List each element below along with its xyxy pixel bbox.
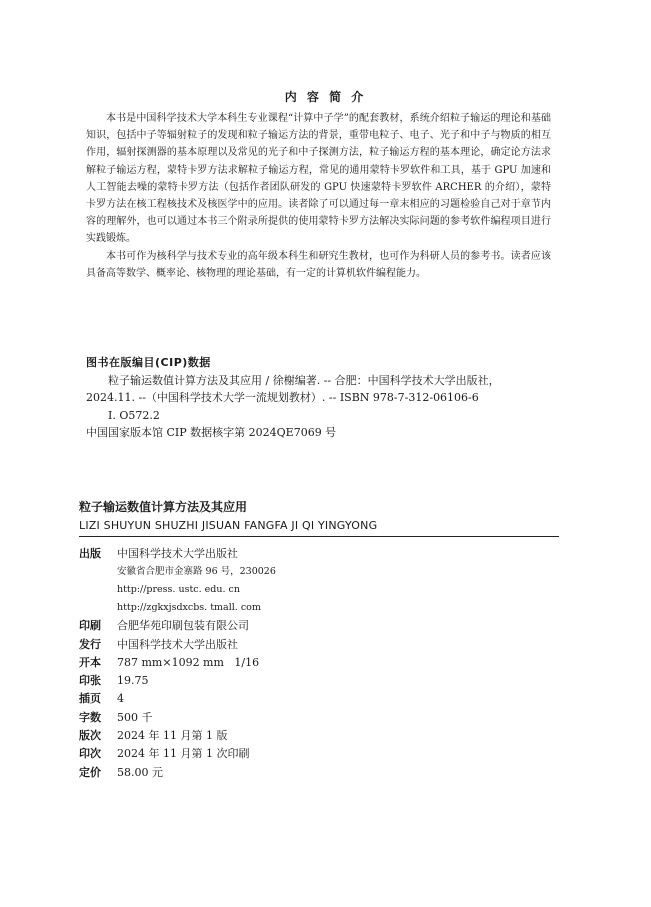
info-label: 印次 [79, 747, 101, 761]
info-label: 印张 [79, 674, 101, 688]
info-row-format [79, 654, 559, 672]
info-row-sheets [79, 672, 559, 690]
publisher-store-url: http://zgkxjsdxcbs. tmall. com [117, 602, 261, 614]
cip-title: 图书在版编目(CIP)数据 [86, 356, 211, 369]
publisher-address: 安徽省合肥市金寨路 96 号，230026 [117, 566, 276, 578]
info-row-words [79, 709, 559, 727]
info-row-publisher [79, 545, 559, 617]
info-label: 开本 [79, 655, 101, 669]
cip-line: Ⅰ. O572.2 [108, 408, 160, 422]
book-title-pinyin: LIZI SHUYUN SHUZHI JISUAN FANGFA JI QI YINGYONG [79, 519, 378, 532]
cip-block [86, 354, 566, 442]
cip-line: 2024.11. --（中国科学技术大学一流规划教材）. -- ISBN 978-7-312-06106-6 [86, 391, 479, 404]
divider [79, 536, 559, 537]
info-row-edition [79, 727, 559, 745]
info-value: 合肥华苑印刷包装有限公司 [117, 619, 249, 633]
info-row-printing [79, 745, 559, 763]
intro-body [86, 110, 551, 282]
book-title: 粒子输运数值计算方法及其应用 [79, 500, 248, 514]
publisher-url: http://press. ustc. edu. cn [117, 584, 240, 596]
info-label: 定价 [79, 765, 101, 779]
info-label: 出版 [79, 547, 101, 560]
info-value: 58.00 元 [117, 765, 163, 779]
info-row-distributor [79, 636, 559, 654]
info-row-price [79, 764, 559, 782]
info-row-plates [79, 690, 559, 708]
publication-info [79, 545, 559, 782]
info-label: 字数 [79, 710, 101, 724]
info-value: 中国科学技术大学出版社 [117, 637, 238, 651]
info-value: 19.75 [117, 674, 149, 688]
publisher-name: 中国科学技术大学出版社 [117, 547, 238, 560]
info-label: 发行 [79, 637, 101, 651]
info-value: 500 千 [117, 710, 153, 724]
info-value: 2024 年 11 月第 1 次印刷 [117, 747, 250, 761]
info-label: 印刷 [79, 619, 101, 633]
intro-heading: 内 容 简 介 [284, 90, 367, 104]
cip-line: 粒子输运数值计算方法及其应用 / 徐榭编著. -- 合肥：中国科学技术大学出版社， [108, 373, 500, 387]
intro-paragraph: 本书可作为核科学与技术专业的高年级本科生和研究生教材，也可作为科研人员的参考书。读者应该具备高等数学、概率论、核物理的理论基础，有一定的计算机软件编程能力。 [86, 250, 551, 279]
info-value: 4 [117, 692, 124, 706]
intro-paragraph: 本书是中国科学技术大学本科生专业课程“计算中子学”的配套教材，系统介绍粒子输运的理论和基础知识，包括中子等辐射粒子的发现和粒子输运方法的背景，重带电粒子、电子、光子和中子与物质的相互作用，辐射探测器的基本原理以及常见的光子和中子探测方法，粒子输运方程的基本理论，确定论方法求解粒子输运方程，蒙特卡罗方法求解粒子输运方程，常见的通用蒙特卡罗软件和工具，基于 GPU 加速和人工智能去噪的蒙特卡罗方法（包括作者团队研发的 GPU 快速蒙特卡罗软件 ARCHER 的介绍），蒙特卡罗方法在核工程核技术及核医学中的应用。读者除了可以通过每一章末相应的习题检验自己对于章节内容的理解外，也可以通过本书三个附录所提供的使用蒙特卡罗方法解决实际问题的参考软件编程项目进行实践锻炼。 [86, 113, 551, 245]
cip-line: 中国国家版本馆 CIP 数据核字第 2024QE7069 号 [86, 426, 337, 439]
info-label: 插页 [79, 692, 101, 706]
copyright-block [79, 498, 559, 782]
info-value: 2024 年 11 月第 1 版 [117, 729, 228, 743]
info-row-printer [79, 617, 559, 635]
info-label: 版次 [79, 729, 101, 743]
info-value: 787 mm×1092 mm 1/16 [117, 655, 260, 669]
